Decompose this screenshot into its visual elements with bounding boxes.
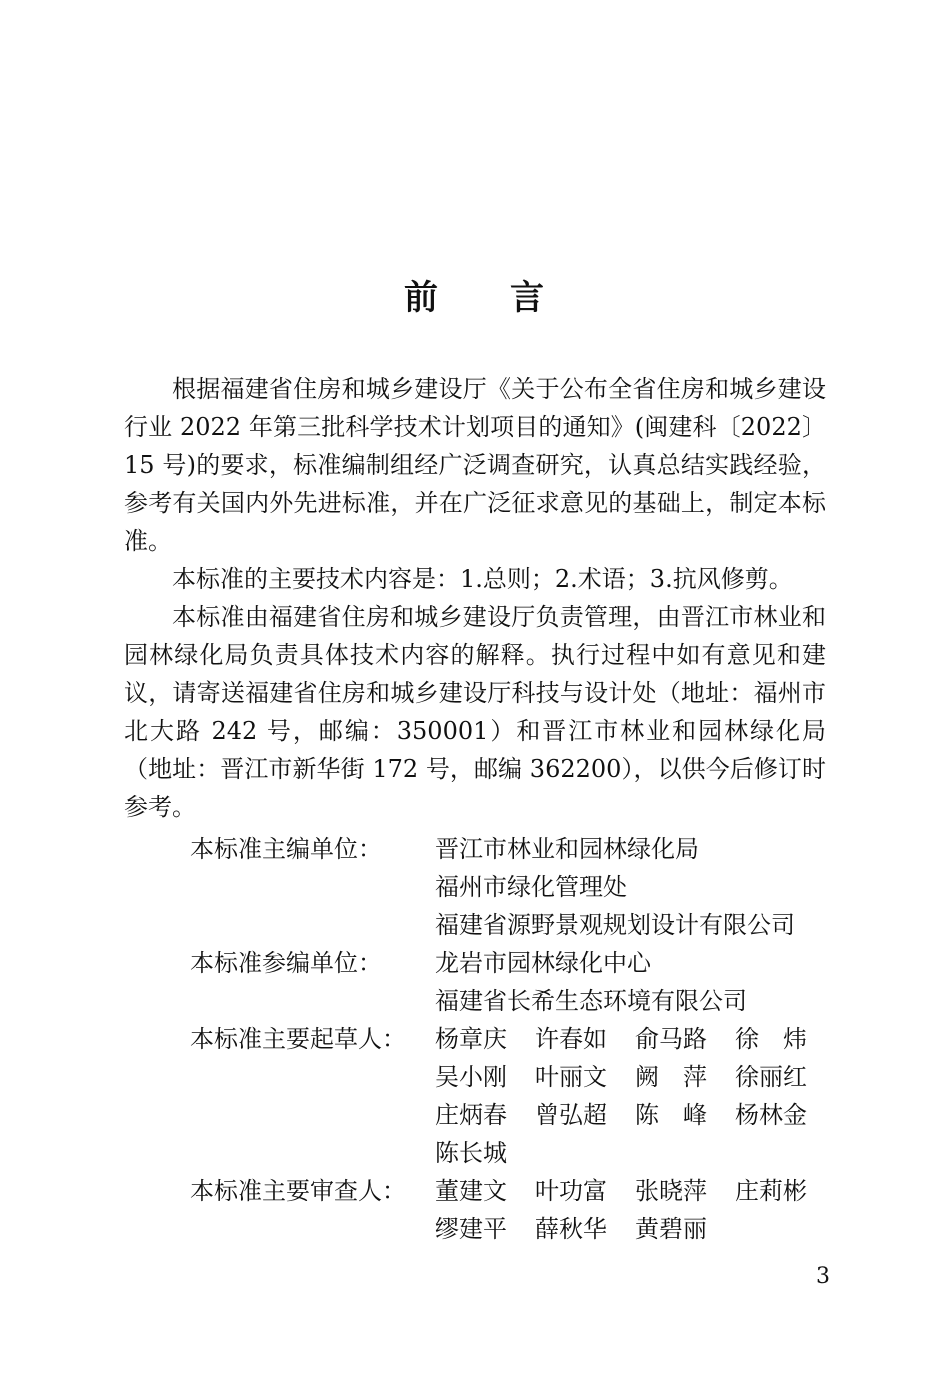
- drafter-name: 叶丽文: [535, 1063, 607, 1091]
- drafters-row: [435, 1096, 835, 1134]
- drafters-row: [435, 1020, 835, 1058]
- page-title: [0, 270, 950, 319]
- chief-units-label: 本标准主编单位：: [190, 835, 382, 863]
- preface-body: [124, 370, 826, 826]
- reviewers-row: [435, 1172, 835, 1210]
- drafter-name: 杨章庆: [435, 1025, 507, 1053]
- participating-units-label: 本标准参编单位：: [190, 949, 382, 977]
- reviewer-name: 黄碧丽: [635, 1215, 707, 1243]
- chief-unit: 福州市绿化管理处: [435, 873, 627, 901]
- drafter-name: 阙 萍: [635, 1063, 707, 1091]
- reviewer-name: 叶功富: [535, 1177, 607, 1205]
- drafter-name: 陈长城: [435, 1139, 507, 1167]
- chief-unit: 晋江市林业和园林绿化局: [435, 835, 699, 863]
- page-number: 3: [816, 1264, 830, 1289]
- drafter-name: 徐 炜: [735, 1025, 807, 1053]
- drafter-name: 俞马路: [635, 1025, 707, 1053]
- drafter-name: 吴小刚: [435, 1063, 507, 1091]
- drafters-row: [435, 1058, 835, 1096]
- reviewers-row: [435, 1210, 735, 1248]
- drafters-label: 本标准主要起草人：: [190, 1025, 406, 1053]
- reviewer-name: 缪建平: [435, 1215, 507, 1243]
- reviewer-name: 薛秋华: [535, 1215, 607, 1243]
- drafter-name: 曾弘超: [535, 1101, 607, 1129]
- title-char-1: 前: [404, 278, 440, 318]
- drafter-name: 徐丽红: [735, 1063, 807, 1091]
- chief-unit: 福建省源野景观规划设计有限公司: [435, 911, 795, 939]
- paragraph-2: 本标准的主要技术内容是：1.总则；2.术语；3.抗风修剪。: [172, 565, 793, 593]
- paragraph-3: 本标准由福建省住房和城乡建设厅负责管理，由晋江市林业和园林绿化局负责具体技术内容的解释。执行过程中如有意见和建议，请寄送福建省住房和城乡建设厅科技与设计处（地址：福州市北大路 242 号，邮编：350001）和晋江市林业和园林绿化局（地址：晋江市新华街 172 号，邮编 362200），以供今后修订时参考。: [124, 603, 826, 821]
- reviewer-name: 张晓萍: [635, 1177, 707, 1205]
- drafter-name: 许春如: [535, 1025, 607, 1053]
- title-char-2: 言: [510, 278, 546, 318]
- drafter-name: 陈 峰: [635, 1101, 707, 1129]
- participating-unit: 龙岩市园林绿化中心: [435, 949, 651, 977]
- paragraph-1: 根据福建省住房和城乡建设厅《关于公布全省住房和城乡建设行业 2022 年第三批科学技术计划项目的通知》(闽建科〔2022〕15 号)的要求，标准编制组经广泛调查研究，认真总结实践经验，参考有关国内外先进标准，并在广泛征求意见的基础上，制定本标准。: [124, 375, 826, 555]
- reviewer-name: 庄莉彬: [735, 1177, 807, 1205]
- participating-unit: 福建省长希生态环境有限公司: [435, 987, 747, 1015]
- drafter-name: 杨林金: [735, 1101, 807, 1129]
- reviewers-label: 本标准主要审查人：: [190, 1177, 406, 1205]
- drafter-name: 庄炳春: [435, 1101, 507, 1129]
- reviewer-name: 董建文: [435, 1177, 507, 1205]
- drafters-row: [435, 1134, 535, 1172]
